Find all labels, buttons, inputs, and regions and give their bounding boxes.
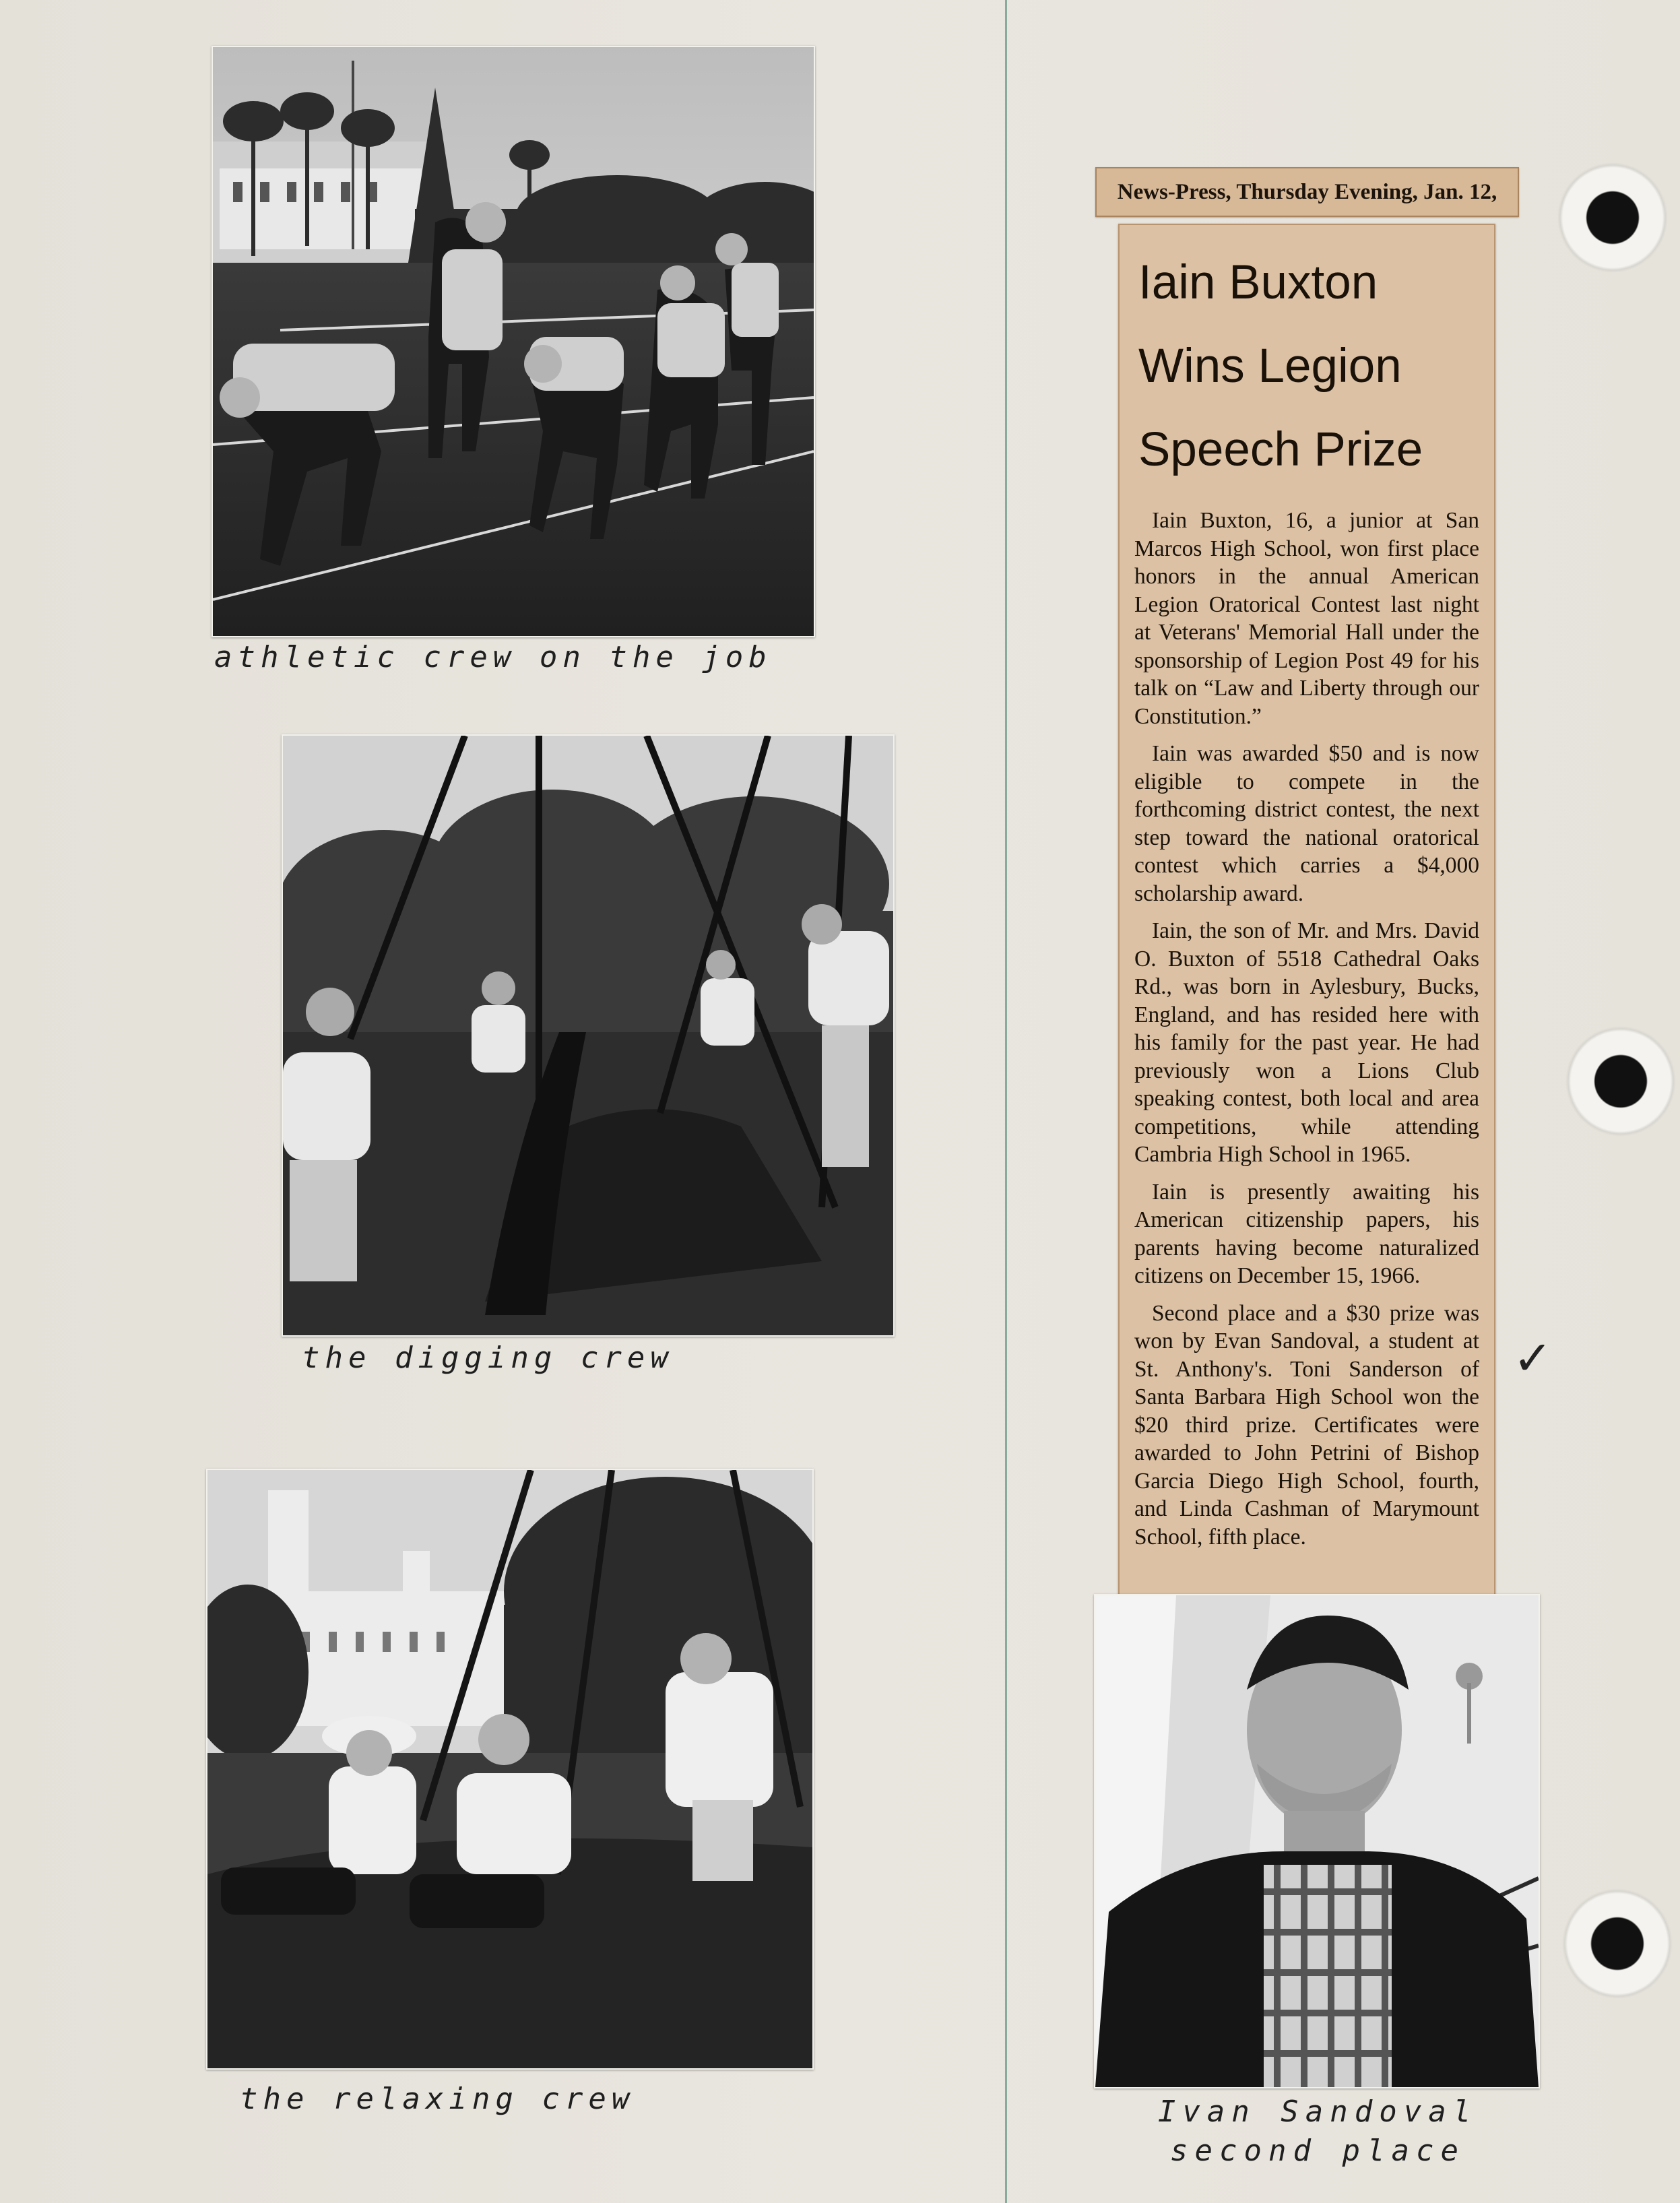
headline-line-1: Iain Buxton [1138, 256, 1378, 309]
clipping-masthead: News-Press, Thursday Evening, Jan. 12, [1095, 167, 1519, 217]
article-paragraph-4: Iain is presently awaiting his American citizenship papers, his parents having become naturalized citizens on December 15, 1966. [1134, 1179, 1479, 1288]
article-paragraph-2: Iain was awarded $50 and is now eligible to compete in the forthcoming district contest, the next step toward the national oratorical contest which carries a $4,000 scholarship award. [1134, 741, 1479, 906]
caption-portrait [1122, 2093, 1513, 2171]
caption-relaxing-crew: the relaxing crew [240, 2082, 635, 2116]
article-paragraph-5: Second place and a $30 prize was won by Evan Sandoval, a student at St. Anthony's. Toni Sanderson of Santa Barbara High School won the $20 third prize. Certificates were awarded to John Petrini of Bishop Garcia Diego High School, fourth, and Linda Cashman of Marymount School, fifth place. [1134, 1300, 1479, 1550]
photo-portrait-ivan-sandoval [1094, 1594, 1540, 2088]
headline-line-3: Speech Prize [1138, 423, 1423, 476]
caption-portrait-name: Ivan Sandoval [1157, 2095, 1478, 2129]
caption-portrait-place: second place [1170, 2134, 1465, 2168]
binder-hole-middle [1563, 1024, 1678, 1139]
binder-hole-bottom [1560, 1886, 1675, 2001]
article-paragraph-1: Iain Buxton, 16, a junior at San Marcos High School, won first place honors in the annual American Legion Oratorical Contest last night at Veterans' Memorial Hall under the sponsorship of Legion Post 49 for his talk on “Law and Liberty through our Constitution.” [1134, 508, 1479, 729]
photo-athletic-crew [212, 46, 815, 637]
caption-digging-crew: the digging crew [302, 1341, 674, 1375]
photo-relaxing-crew [206, 1469, 814, 2070]
newspaper-clipping [1118, 224, 1495, 1598]
article-paragraph-3: Iain, the son of Mr. and Mrs. David O. Buxton of 5518 Cathedral Oaks Rd., was born in Aylesbury, Bucks, England, and has resided here with his family for the past year. He had previously won a Lions Club speaking contest, both local and area competitions, while attending Cambria High School in 1965. [1134, 918, 1479, 1167]
handwritten-checkmark: ✓ [1513, 1331, 1553, 1386]
headline-line-2: Wins Legion [1138, 340, 1402, 393]
photo-digging-crew [282, 734, 895, 1337]
caption-athletic-crew: athletic crew on the job [214, 640, 772, 674]
page-fold-line [1005, 0, 1007, 2203]
clipping-headline [1138, 241, 1483, 492]
binder-hole-top [1555, 160, 1670, 275]
